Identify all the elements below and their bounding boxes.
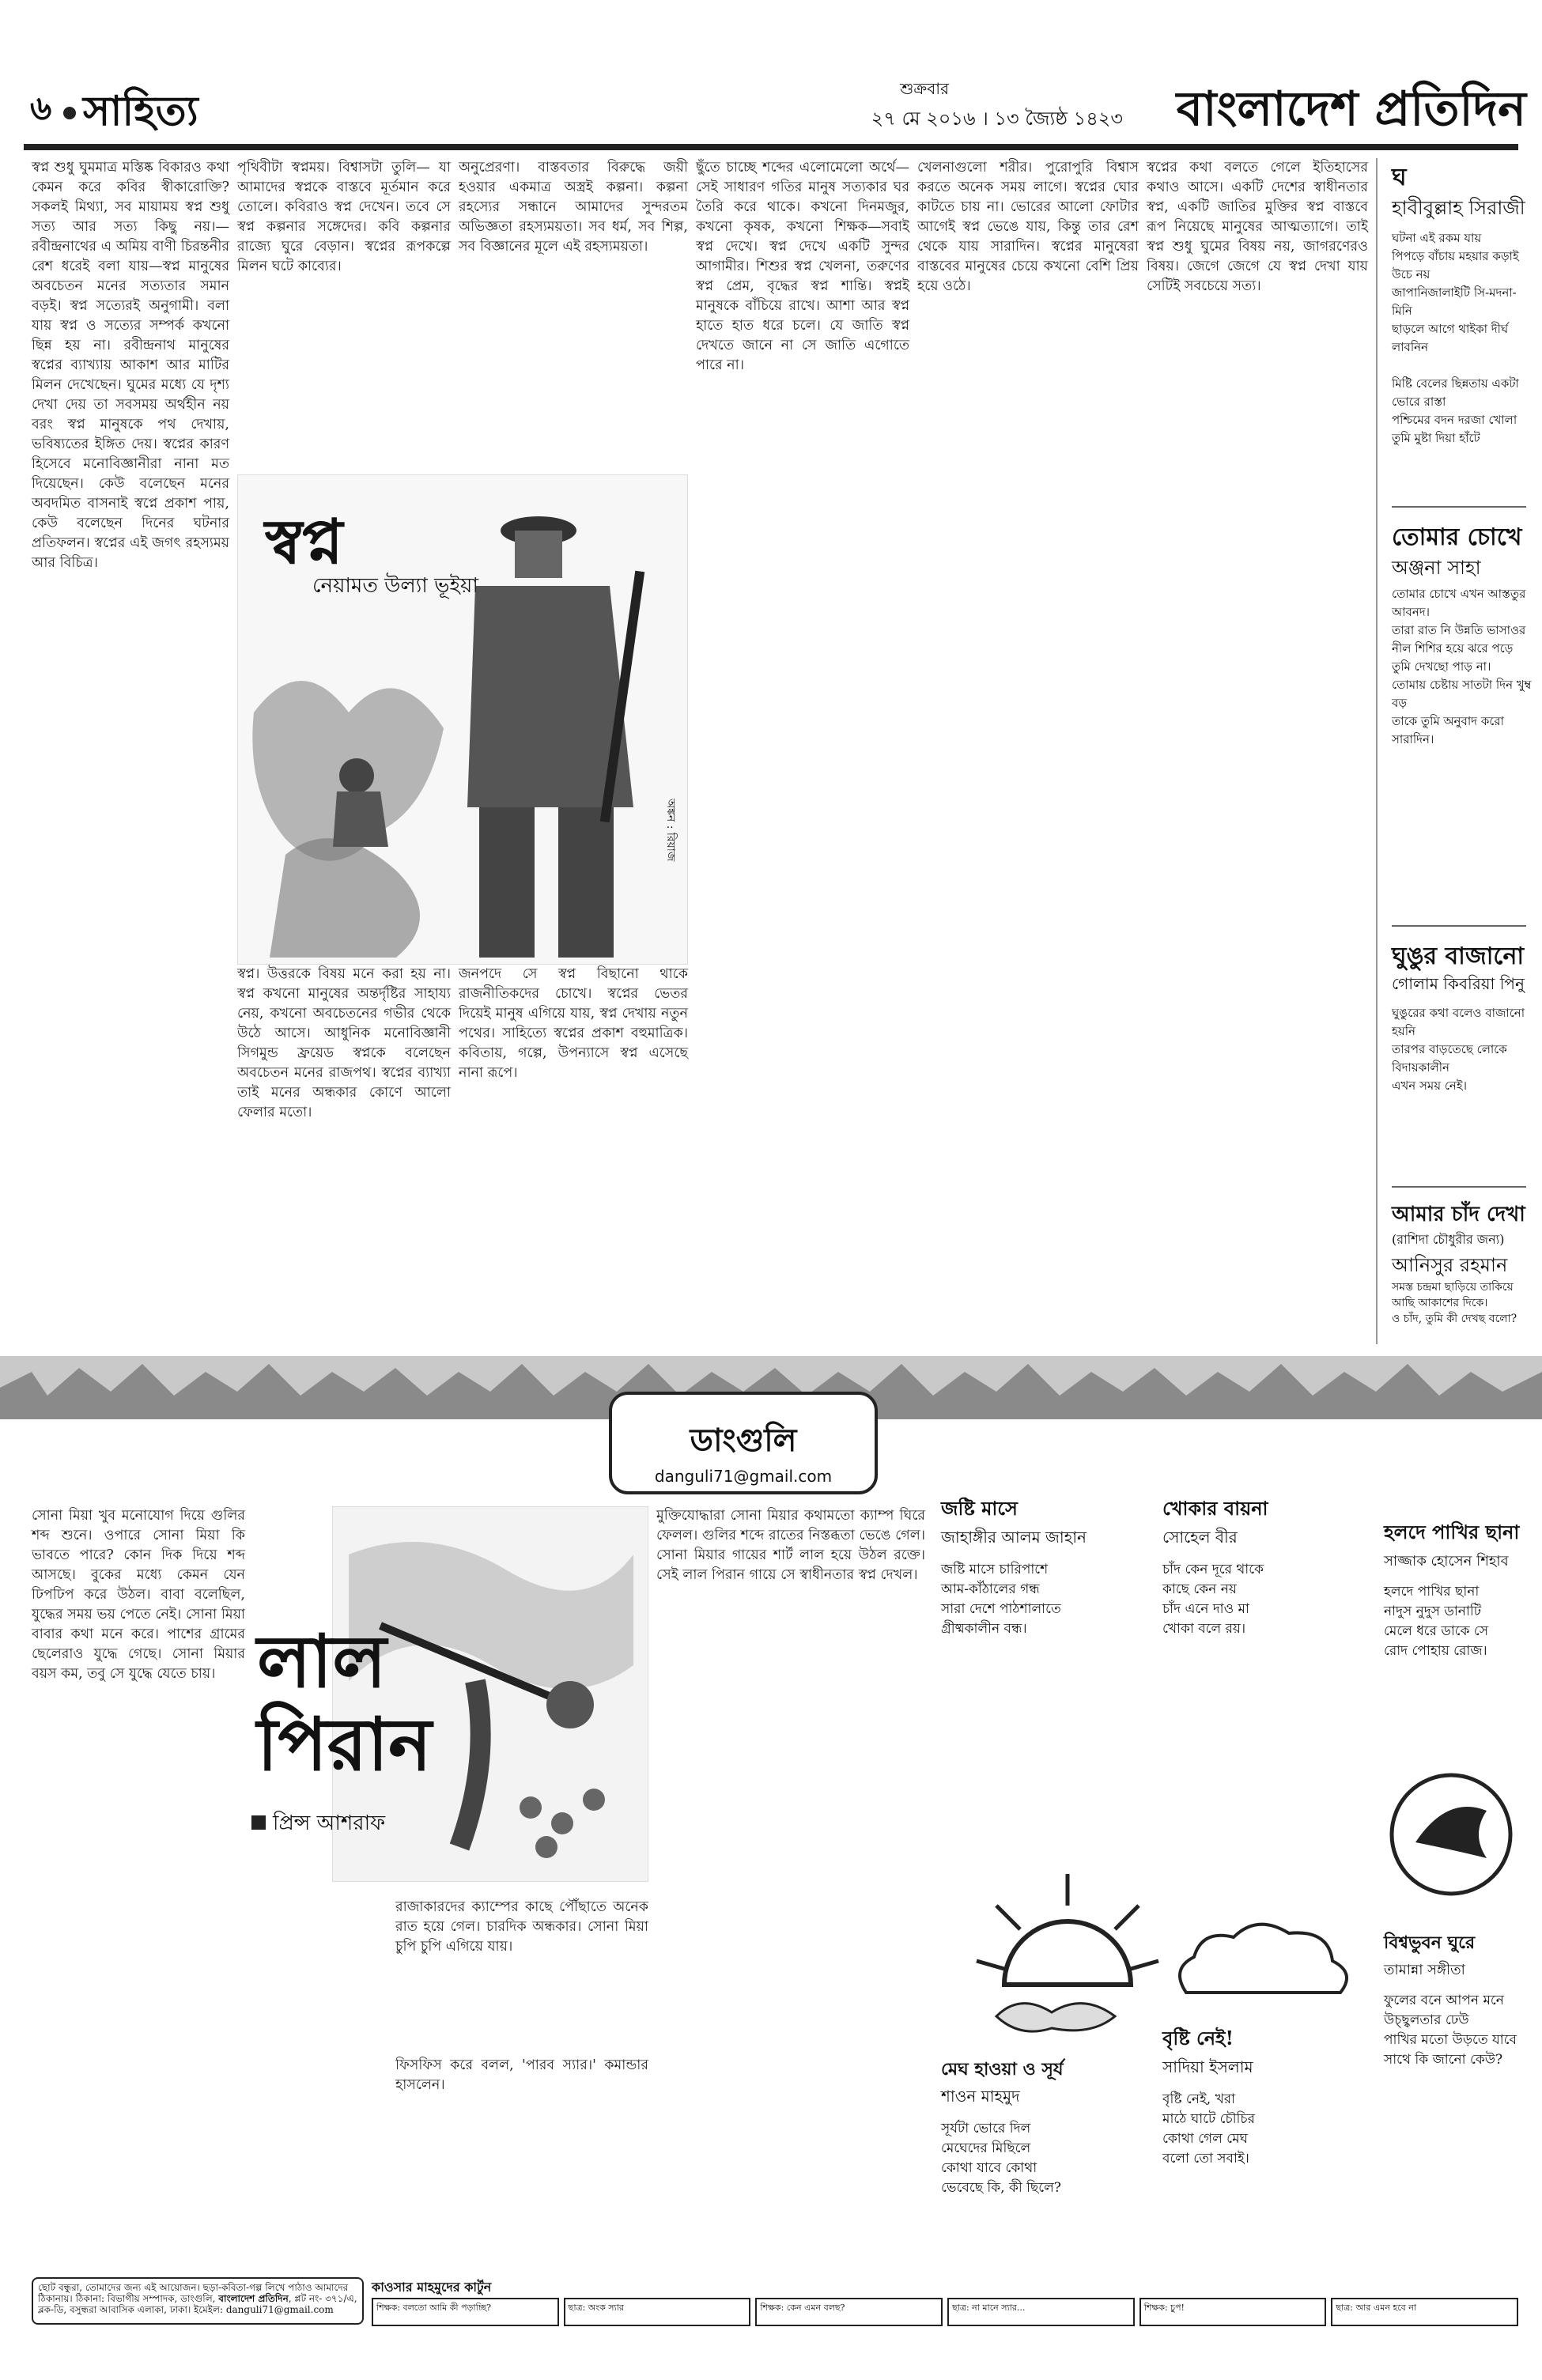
story-column-4: মুক্তিযোদ্ধারা সোনা মিয়ার কথামতো ক্যাম্প ঘিরে ফেলল। গুলির শব্দে রাতের নিস্তব্ধতা ভেঙে গেল। সোনা মিয়ার গায়ের শার্ট লাল হয়ে উঠল রক্তে। সেই লাল পিরান গায়ে সে স্বাধীনতার স্বপ্ন দেখল।: [656, 1508, 925, 1583]
story-title-line1: লাল: [257, 1619, 387, 1704]
divider: [1392, 925, 1526, 927]
poem-author: অঞ্জনা সাহা: [1392, 557, 1481, 579]
bird-illustration: [1384, 1747, 1518, 1921]
poem-body: চাঁদ কেন দূরে থাকে কাছে কেন নয় চাঁদ এনে দাও মা খোকা বলে রয়।: [1162, 1562, 1264, 1637]
bullet-icon: [63, 107, 76, 119]
poem-author: সাজ্জাক হোসেন শিহাব: [1384, 1553, 1509, 1570]
page-number: ৬: [30, 82, 141, 130]
kids-box-paper: বাংলাদেশ প্রতিদিন: [218, 2293, 289, 2304]
story-column-2: ফিসফিস করে বলল, 'পারব স্যার।' কমান্ডার হাসলেন।: [395, 2057, 648, 2093]
author-marker-icon: [251, 1815, 266, 1830]
kids-box-address: বিভাগীয় সম্পাদক, ডাংগুলি: [107, 2293, 213, 2304]
dangguli-email: danguli71@gmail.com: [654, 1467, 833, 1486]
poem-author: তামান্না সঙ্গীতা: [1384, 1962, 1465, 1978]
article-column-4: ছুঁতে চাচ্ছে শব্দের এলোমেলো অর্থে—সেই সাধারণ গতির মানুষ সত্যকার ঘর তৈরি করে থাকে। কখনো দিনমজুর, কখনো কৃষক, কখনো শিক্ষক—সবাই স্বপ্ন দেখে। স্বপ্ন দেখে একটি সুন্দর আগামীর। শিশুর স্বপ্ন খেলনা, তরুণের স্বপ্ন প্রেম, বৃদ্ধের স্বপ্ন শান্তি। স্বপ্নই মানুষকে বাঁচিয়ে রাখে। আশা আর স্বপ্ন হাতে হাত ধরে চলে। যে জাতি স্বপ্ন দেখতে জানে না সে জাতি এগোতে পারে না।: [696, 160, 909, 373]
poem-title: বৃষ্টি নেই!: [1162, 2027, 1234, 2049]
poem-author: শাওন মাহমুদ: [941, 2087, 1020, 2106]
kids-box-area: বসুন্ধরা আবাসিক এলাকা, ঢাকা: [70, 2304, 187, 2315]
rain-cloud-illustration: [1162, 1906, 1360, 2016]
story-title-line2: পিরান: [257, 1702, 432, 1787]
poem-block: [941, 2056, 1147, 2261]
poem-title: হলদে পাখির ছানা: [1384, 1521, 1520, 1543]
poem-body: তোমার চোখে এখন আস্ততুর আবনদ। তারা রাত নি উন্নতি ভাসাওর নীল শিশির হয়ে ঝরে পড়ে তুমি দেখছো পাড় না। তোমায় চেষ্টায় সাতটা দিন খুম্ব বড় তাকে তুমি অনুবাদ করো সারাদিন।: [1392, 587, 1532, 746]
kids-box-plot: প্লট নং- ৩৭১/এ, ব্লক-ডি: [38, 2293, 357, 2315]
poem-title: তোমার চোখে: [1392, 523, 1522, 551]
section-title: সাহিত্য: [83, 87, 198, 135]
article-column-1: স্বপ্ন শুধু ঘুমমাত্র মস্তিষ্ক বিকারও কথা কেমন করে কবির স্বীকারোক্তি? সকলই মিথ্যা, সব মায়াময় স্বপ্ন শুধু সত্য আর সত্য কিছু নয়।—রবীন্দ্রনাথের এ অমিয় বাণী চিরন্তনীর রেশ ধরেই বলা যায়—স্বপ্ন মানুষের অবচেতন মনের সত্যতার সমান বড়ই। স্বপ্ন সত্যেরই অনুগামী। বলা যায় স্বপ্ন ও সত্যের সম্পর্ক কখনো ছিন্ন হয় না। রবীন্দ্রনাথ মানুষের স্বপ্নের ব্যাখ্যায় আকাশ আর মাটির মিলন দেখেছেন। ঘুমের মধ্যে যে দৃশ্য দেখা দেয় তা সবসময় অর্থহীন নয় বরং স্বপ্ন মানুষকে পথ দেখায়, ভবিষ্যতের ইঙ্গিত দেয়। স্বপ্নের কারণ হিসেবে মনোবিজ্ঞানীরা নানা মত দিয়েছেন। কেউ বলেছেন মনের অবদমিত বাসনাই স্বপ্নে প্রকাশ পায়, কেউ বলেছেন দিনের ঘটনার প্রতিফলন। স্বপ্নের এই জগৎ রহস্যময় আর বিচিত্র।: [32, 160, 229, 571]
poem-title: বিশ্বভুবন ঘুরে: [1384, 1932, 1476, 1953]
story-column-3: রাজাকারদের ক্যাম্পের কাছে পৌঁছাতে অনেক রাত হয়ে গেল। চারদিক অন্ধকার। সোনা মিয়া চুপি চুপি এগিয়ে যায়।: [395, 1899, 648, 1955]
dangguli-title: ডাংগুলি: [690, 1422, 797, 1459]
masthead-logo: বাংলাদেশ প্রতিদিন: [1176, 81, 1526, 137]
story-column-1: সোনা মিয়া খুব মনোযোগ দিয়ে গুলির শব্দ শুনে। ওপারে সোনা মিয়া কি ভাবতে পারে? কোন দিক দিয়ে শব্দ আসছে। বুকের মধ্যে কেমন যেন ঢিপঢিপ করে উঠল। বাবা বলেছিল, যুদ্ধের সময় ভয় পেতে নেই। সোনা মিয়া বাবার কথা মনে করে। পাশের গ্রামের ছেলেরাও যুদ্ধে গেছে। সোনা মিয়ার বয়স কম, তবু সে যুদ্ধে যেতে চায়।: [32, 1508, 245, 1682]
sun-icon: [973, 1858, 1162, 2040]
poem-body: জষ্টি মাসে চারিপাশে আম-কাঁঠালের গন্ধ সারা দেশে পাঠশালাতে গ্রীষ্মকালীন বন্ধ।: [941, 1562, 1061, 1637]
story-author: নেয়ামত উল্যা ভূইয়া: [312, 574, 478, 598]
article-column-5: খেলনাগুলো শরীর। পুরোপুরি বিশ্বাস করতে অনেক সময় লাগে। স্বপ্নের ঘোর কাটতে চায় না। ভোরের আলো ফোটার আগেই স্বপ্ন ভেঙে যায়, কিন্তু তার রেশ থেকে যায় সারাদিন। স্বপ্নের মানুষেরা বাস্তবের মানুষের চেয়ে কখনো বেশি প্রিয় হয়ে ওঠে।: [917, 160, 1139, 294]
article-column-3b: জনপদে সে স্বপ্ন বিছানো থাকে রাজনীতিকদের চোখে। স্বপ্নের ভেতর দিয়েই মানুষ এগিয়ে যায়, স্বপ্ন দেখায় নতুন পথের। সাহিত্যে স্বপ্নের প্রকাশ বহুমাত্রিক। কবিতায়, গল্পে, উপন্যাসে স্বপ্ন এসেছে নানা রূপে।: [459, 966, 688, 1081]
poem-title: খোকার বায়না: [1162, 1497, 1268, 1520]
poem-title: আমার চাঁদ দেখা: [1392, 1203, 1525, 1226]
poem-body: সূর্যটা ভোরে দিল মেঘেদের মিছিলে কোথা যাবে কোথা ভেবেছে কি, কী ছিলে?: [941, 2121, 1061, 2196]
article-column-2: পৃথিবীটা স্বপ্নময়। বিশ্বাসটা তুলি— যা আমাদের স্বপ্নকে বাস্তবে মূর্তমান করে তোলে। কবিরাও স্বপ্ন দেখেন। তবে সে স্বপ্ন কল্পনার সঙ্গেদের। কবি কল্পনার রাজ্যে ঘুরে বেড়ান। স্বপ্নের রূপকল্পে মিলন ঘটে কাব্যের।: [237, 160, 451, 274]
poem-title: মেঘ হাওয়া ও সূর্য: [941, 2059, 1064, 2080]
kids-box-heading: ছোট বন্ধুরা, তোমাদের জন্য এই আয়োজন। ছড়া-কবিতা-গল্প লিখে পাঠাও আমাদের ঠিকানায়।: [38, 2282, 349, 2304]
sun-cloud-illustration: [973, 1858, 1162, 2040]
header-rule: [24, 144, 1518, 150]
poem-author: গোলাম কিবরিয়া পিনু: [1392, 974, 1525, 993]
poem-title: জষ্টি মাসে: [941, 1497, 1018, 1520]
kids-box-address-label: ঠিকানা: [75, 2293, 101, 2304]
article-column-3: অনুপ্রেরণা। বাস্তবতার বিরুদ্ধে জয়ী হওয়ার একমাত্র অস্ত্রই কল্পনা। কল্পনা রহস্যের সন্ধানে আমাদের সুন্দরতম অভিজ্ঞতা রহস্যময়তা। সব ধর্ম, সব শিল্প, সব বিজ্ঞানের মূলে এই রহস্যময়তা।: [459, 160, 688, 255]
poem-title: ঘ: [1392, 164, 1407, 191]
comic-panel: ছাত্র: আর এমন হবে না: [1331, 2298, 1518, 2326]
story-author: প্রিন্স আশরাফ: [273, 1811, 386, 1835]
cloud-icon: [1162, 1906, 1360, 2016]
dateline: ২৭ মে ২০১৬ । ১৩ জ্যৈষ্ঠ ১৪২৩: [871, 108, 1123, 130]
poem-block: [1384, 1929, 1534, 2167]
comic-strip: [372, 2298, 1518, 2326]
comic-panel: শিক্ষক: চুপ!: [1139, 2298, 1327, 2326]
poem-block: [1162, 1494, 1360, 1700]
poem-author: আনিসুর রহমান: [1392, 1254, 1508, 1276]
poem-block: [1162, 2024, 1360, 2277]
story-title: স্বপ্ন: [265, 506, 343, 578]
bird-icon: [1384, 1747, 1518, 1921]
poem-block: [1384, 1518, 1534, 1740]
article-column-6: স্বপ্নের কথা বলতে গেলে ইতিহাসের কথাও আসে। একটি দেশের স্বাধীনতার স্বপ্ন, একটি জাতির মুক্তির স্বপ্ন বাস্তবে রূপ নিয়েছে মানুষের আত্মত্যাগে। তাই স্বপ্ন শুধু ঘুমের বিষয় নয়, জাগরণেরও বিষয়। জেগে জেগে যে স্বপ্ন দেখা যায় সেটিই সবচেয়ে সত্য।: [1147, 160, 1368, 294]
poem-body: ঘটনা এই রকম যায় পিপড়ে বাঁচায় মহয়ার কড়াই উচে নয় জাপানিজালাইটি সি-মদনা-মিনি ছাড়লে আগে থাইকা দীর্ঘ লাবনিন মিষ্টি বেলের ছিন্নতায় একটা ভোরে রাস্তা পশ্চিমের বদন দরজা খোলা তুমি মুষ্টা দিয়া হাঁটে: [1392, 231, 1519, 445]
poem-author: সোহেল বীর: [1162, 1528, 1238, 1547]
article-column-2b: স্বপ্ন। উত্তরকে বিষয় মনে করা হয় না। স্বপ্ন কখনো মানুষের অন্তর্দৃষ্টির সাহায্য নেয়, কখনো অবচেতনের গভীর থেকে উঠে আসে। আধুনিক মনোবিজ্ঞানী সিগমুন্ড ফ্রয়েড স্বপ্নকে বলেছেন অবচেতন মনের রাজপথ। স্বপ্নের ব্যাখ্যা তাই মনের অন্ধকার কোণে আলো ফেলার মতো।: [237, 966, 451, 1120]
comic-strip-title: কাওসার মাহমুদের কার্টুন: [372, 2280, 492, 2295]
column-divider: [1376, 158, 1378, 1344]
comic-panel: ছাত্র: না মানে স্যার...: [947, 2298, 1135, 2326]
poem-block: [941, 1494, 1147, 1700]
poem-author: জাহাঙ্গীর আলম জাহান: [941, 1528, 1087, 1547]
divider: [1392, 1186, 1526, 1188]
kids-box-email: danguli71@gmail.com: [225, 2304, 334, 2315]
poem-body: ঘুঙুরের কথা বলেও বাজানো হয়নি তারপর বাড়তেছে লোকে বিদায়কালীন এখন সময় নেই।: [1392, 1006, 1525, 1093]
poem-body: সমস্ত চন্দ্রমা ছাড়িয়ে তাকিয়ে আছি আকাশের দিকে। ও চাঁদ, তুমি কী দেখছ বলো?: [1392, 1281, 1517, 1325]
illustrator-credit: অঙ্কন : রিয়াজ: [664, 799, 677, 862]
poem-author: সাদিয়া ইসলাম: [1162, 2057, 1253, 2076]
day-label: শুক্রবার: [900, 79, 949, 98]
poem-subtitle: (রাশিদা চৌধুরীর জন্য): [1392, 1232, 1505, 1247]
comic-panel: শিক্ষক: কেন এমন বলছ?: [755, 2298, 943, 2326]
divider: [1392, 506, 1526, 508]
kids-submission-box: ছোট বন্ধুরা, তোমাদের জন্য এই আয়োজন। ছড়া-কবিতা-গল্প লিখে পাঠাও আমাদের ঠিকানায়। ঠিকানা: বিভাগীয় সম্পাদক, ডাংগুলি, বাংলাদেশ প্রতিদিন, প্লট নং- ৩৭১/এ, ব্লক-ডি, বসুন্ধরা আবাসিক এলাকা, ঢাকা। ইমেইল: danguli71@gmail.com: [32, 2277, 364, 2325]
poem-title: ঘুঙুর বাজানো: [1392, 943, 1525, 970]
comic-panel: ছাত্র: অংক স্যার: [564, 2298, 751, 2326]
kids-box-email-label: ইমেইল: [194, 2304, 220, 2315]
poem-body: হলদে পাখির ছানা নাদুস নুদুস ডানাটি মেলে ধরে ডাকে সে রোদ পোহায় রোজ।: [1384, 1584, 1489, 1659]
poem-author: হাবীবুল্লাহ সিরাজী: [1392, 197, 1525, 219]
poem-body: বৃষ্টি নেই, খরা মাঠে ঘাটে চৌচির কোথা গেল মেঘ বলো তো সবাই।: [1162, 2091, 1255, 2167]
comic-panel: শিক্ষক: বলতো আমি কী পড়াচ্ছি?: [372, 2298, 559, 2326]
poem-body: ফুলের বনে আপন মনে উচ্ছ্বলতার ঢেউ পাখির মতো উড়তে যাবে সাথে কি জানো কেউ?: [1384, 1993, 1517, 2068]
